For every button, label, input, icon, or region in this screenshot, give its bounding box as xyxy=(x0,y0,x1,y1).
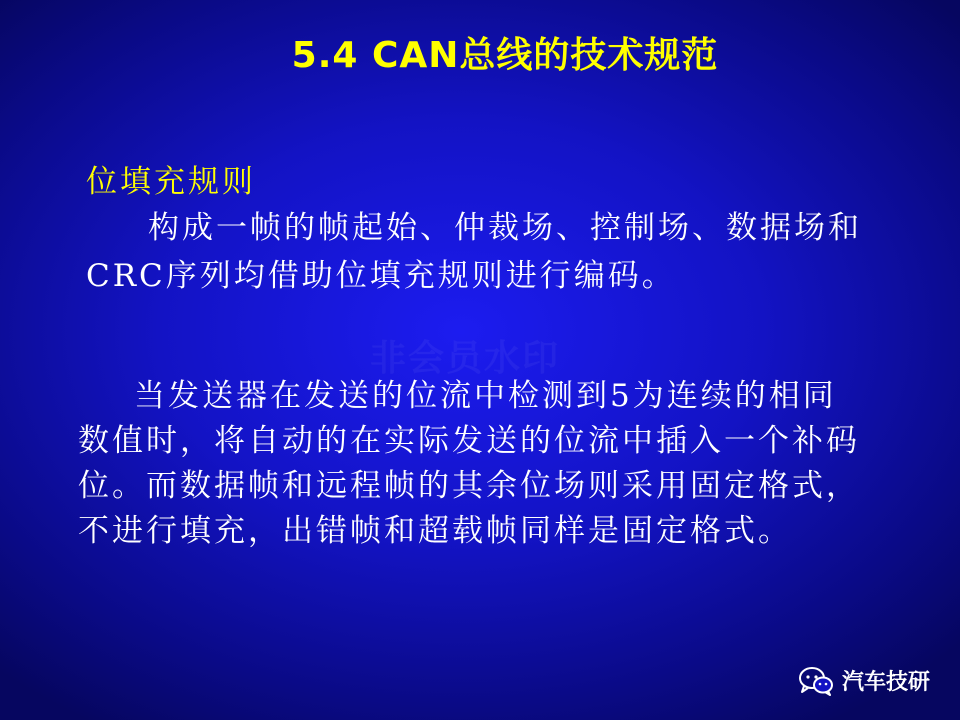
paragraph-frame-encoding: 构成一帧的帧起始、仲裁场、控制场、数据场和CRC序列均借助位填充规则进行编码。 xyxy=(86,210,862,294)
wechat-icon xyxy=(798,666,834,696)
faint-watermark: 非会员水印 xyxy=(370,338,561,379)
paragraph-bit-stuffing: 当发送器在发送的位流中检测到5为连续的相同数值时，将自动的在实际发送的位流中插入一个补码位。而数据帧和远程帧的其余位场则采用固定格式，不进行填充，出错帧和超载帧同样是固定格式。 xyxy=(78,378,860,549)
section-heading: 位填充规则 xyxy=(86,164,256,200)
brand-watermark xyxy=(798,665,930,696)
brand-label: 汽车技研 xyxy=(841,670,930,695)
slide-title: 5.4 CAN总线的技术规范 xyxy=(291,35,719,76)
